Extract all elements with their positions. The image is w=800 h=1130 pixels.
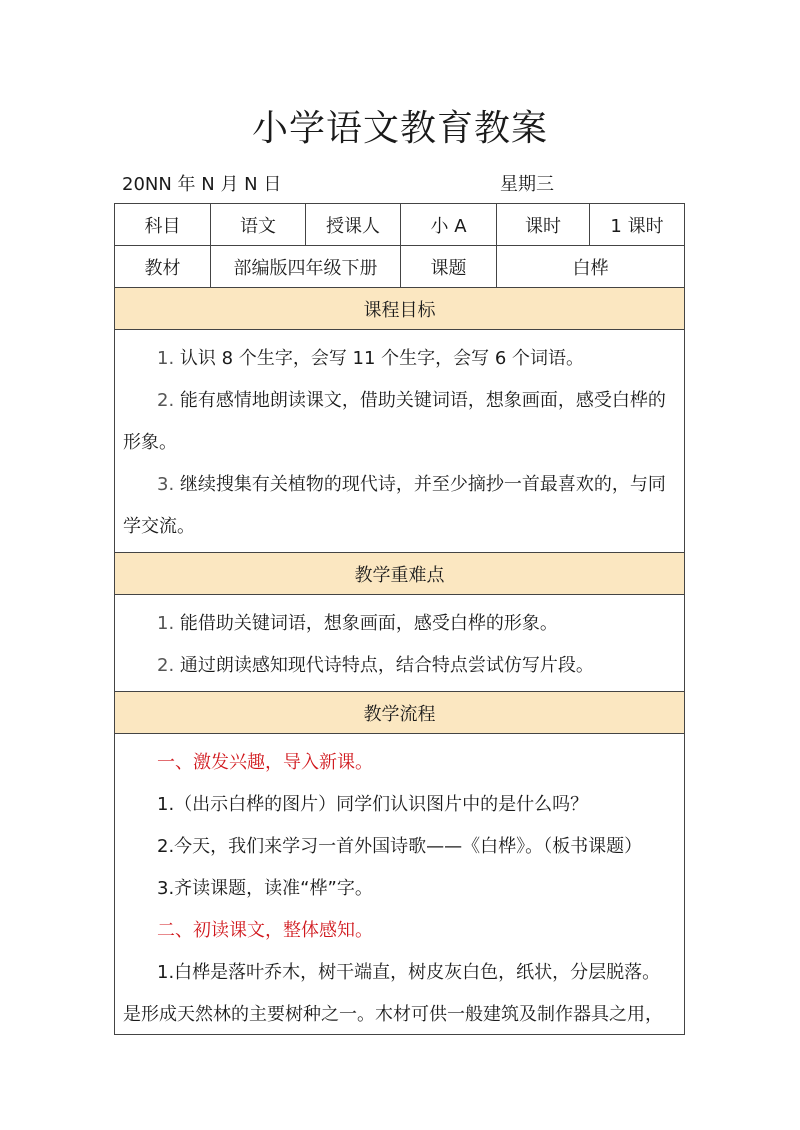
process-step: 3.齐读课题，读准“桦”字。 bbox=[157, 878, 373, 899]
objective-item: 2. 能有感情地朗读课文，借助关键词语，想象画面，感受白桦的形象。 bbox=[123, 390, 666, 453]
process-content bbox=[115, 734, 684, 1034]
objectives-heading: 课程目标 bbox=[115, 288, 684, 329]
section-heading-2: 二、初读课文，整体感知。 bbox=[157, 920, 373, 941]
objectives-list bbox=[115, 330, 684, 552]
section-heading-1: 一、激发兴趣，导入新课。 bbox=[157, 752, 373, 773]
objectives-header-row bbox=[115, 288, 684, 330]
textbook-value: 部编版四年级下册 bbox=[211, 246, 401, 287]
process-row bbox=[115, 734, 684, 1034]
objectives-row bbox=[115, 330, 684, 553]
objective-item: 3. 继续搜集有关植物的现代诗，并至少摘抄一首最喜欢的，与同学交流。 bbox=[123, 474, 666, 537]
lesson-date: 20NN 年 N 月 N 日 bbox=[122, 174, 282, 195]
process-step: 2.今天，我们来学习一首外国诗歌——《白桦》。（板书课题） bbox=[157, 836, 643, 857]
subject-label: 科目 bbox=[115, 204, 211, 245]
process-step: 1.白桦是落叶乔木，树干端直，树皮灰白色，纸状，分层脱落。是形成天然林的主要树种之一。木材可供一般建筑及制作器具之用， bbox=[123, 962, 663, 1025]
objective-item: 1. 认识 8 个生字，会写 11 个生字，会写 6 个词语。 bbox=[157, 348, 585, 369]
keypoints-row bbox=[115, 595, 684, 692]
topic-label: 课题 bbox=[401, 246, 497, 287]
keypoint-item: 1. 能借助关键词语，想象画面，感受白桦的形象。 bbox=[157, 613, 558, 634]
keypoints-header-row bbox=[115, 553, 684, 595]
lesson-weekday: 星期三 bbox=[500, 174, 554, 195]
subject-value: 语文 bbox=[211, 204, 306, 245]
info-row-1 bbox=[115, 204, 684, 246]
hours-label: 课时 bbox=[497, 204, 590, 245]
process-header-row bbox=[115, 692, 684, 734]
process-step: 1.（出示白桦的图片）同学们认识图片中的是什么吗？ bbox=[157, 794, 589, 815]
process-heading: 教学流程 bbox=[115, 692, 684, 733]
teacher-label: 授课人 bbox=[306, 204, 401, 245]
info-row-2 bbox=[115, 246, 684, 288]
keypoints-heading: 教学重难点 bbox=[115, 553, 684, 594]
topic-value: 白桦 bbox=[572, 257, 609, 279]
hours-value: 1 课时 bbox=[610, 215, 664, 237]
teacher-value: 小 A bbox=[401, 204, 497, 245]
page-title: 小学语文教育教案 bbox=[251, 108, 548, 149]
keypoint-item: 2. 通过朗读感知现代诗特点，结合特点尝试仿写片段。 bbox=[157, 655, 594, 676]
textbook-label: 教材 bbox=[115, 246, 211, 287]
keypoints-list bbox=[115, 595, 684, 691]
lesson-plan-table bbox=[114, 203, 685, 1035]
